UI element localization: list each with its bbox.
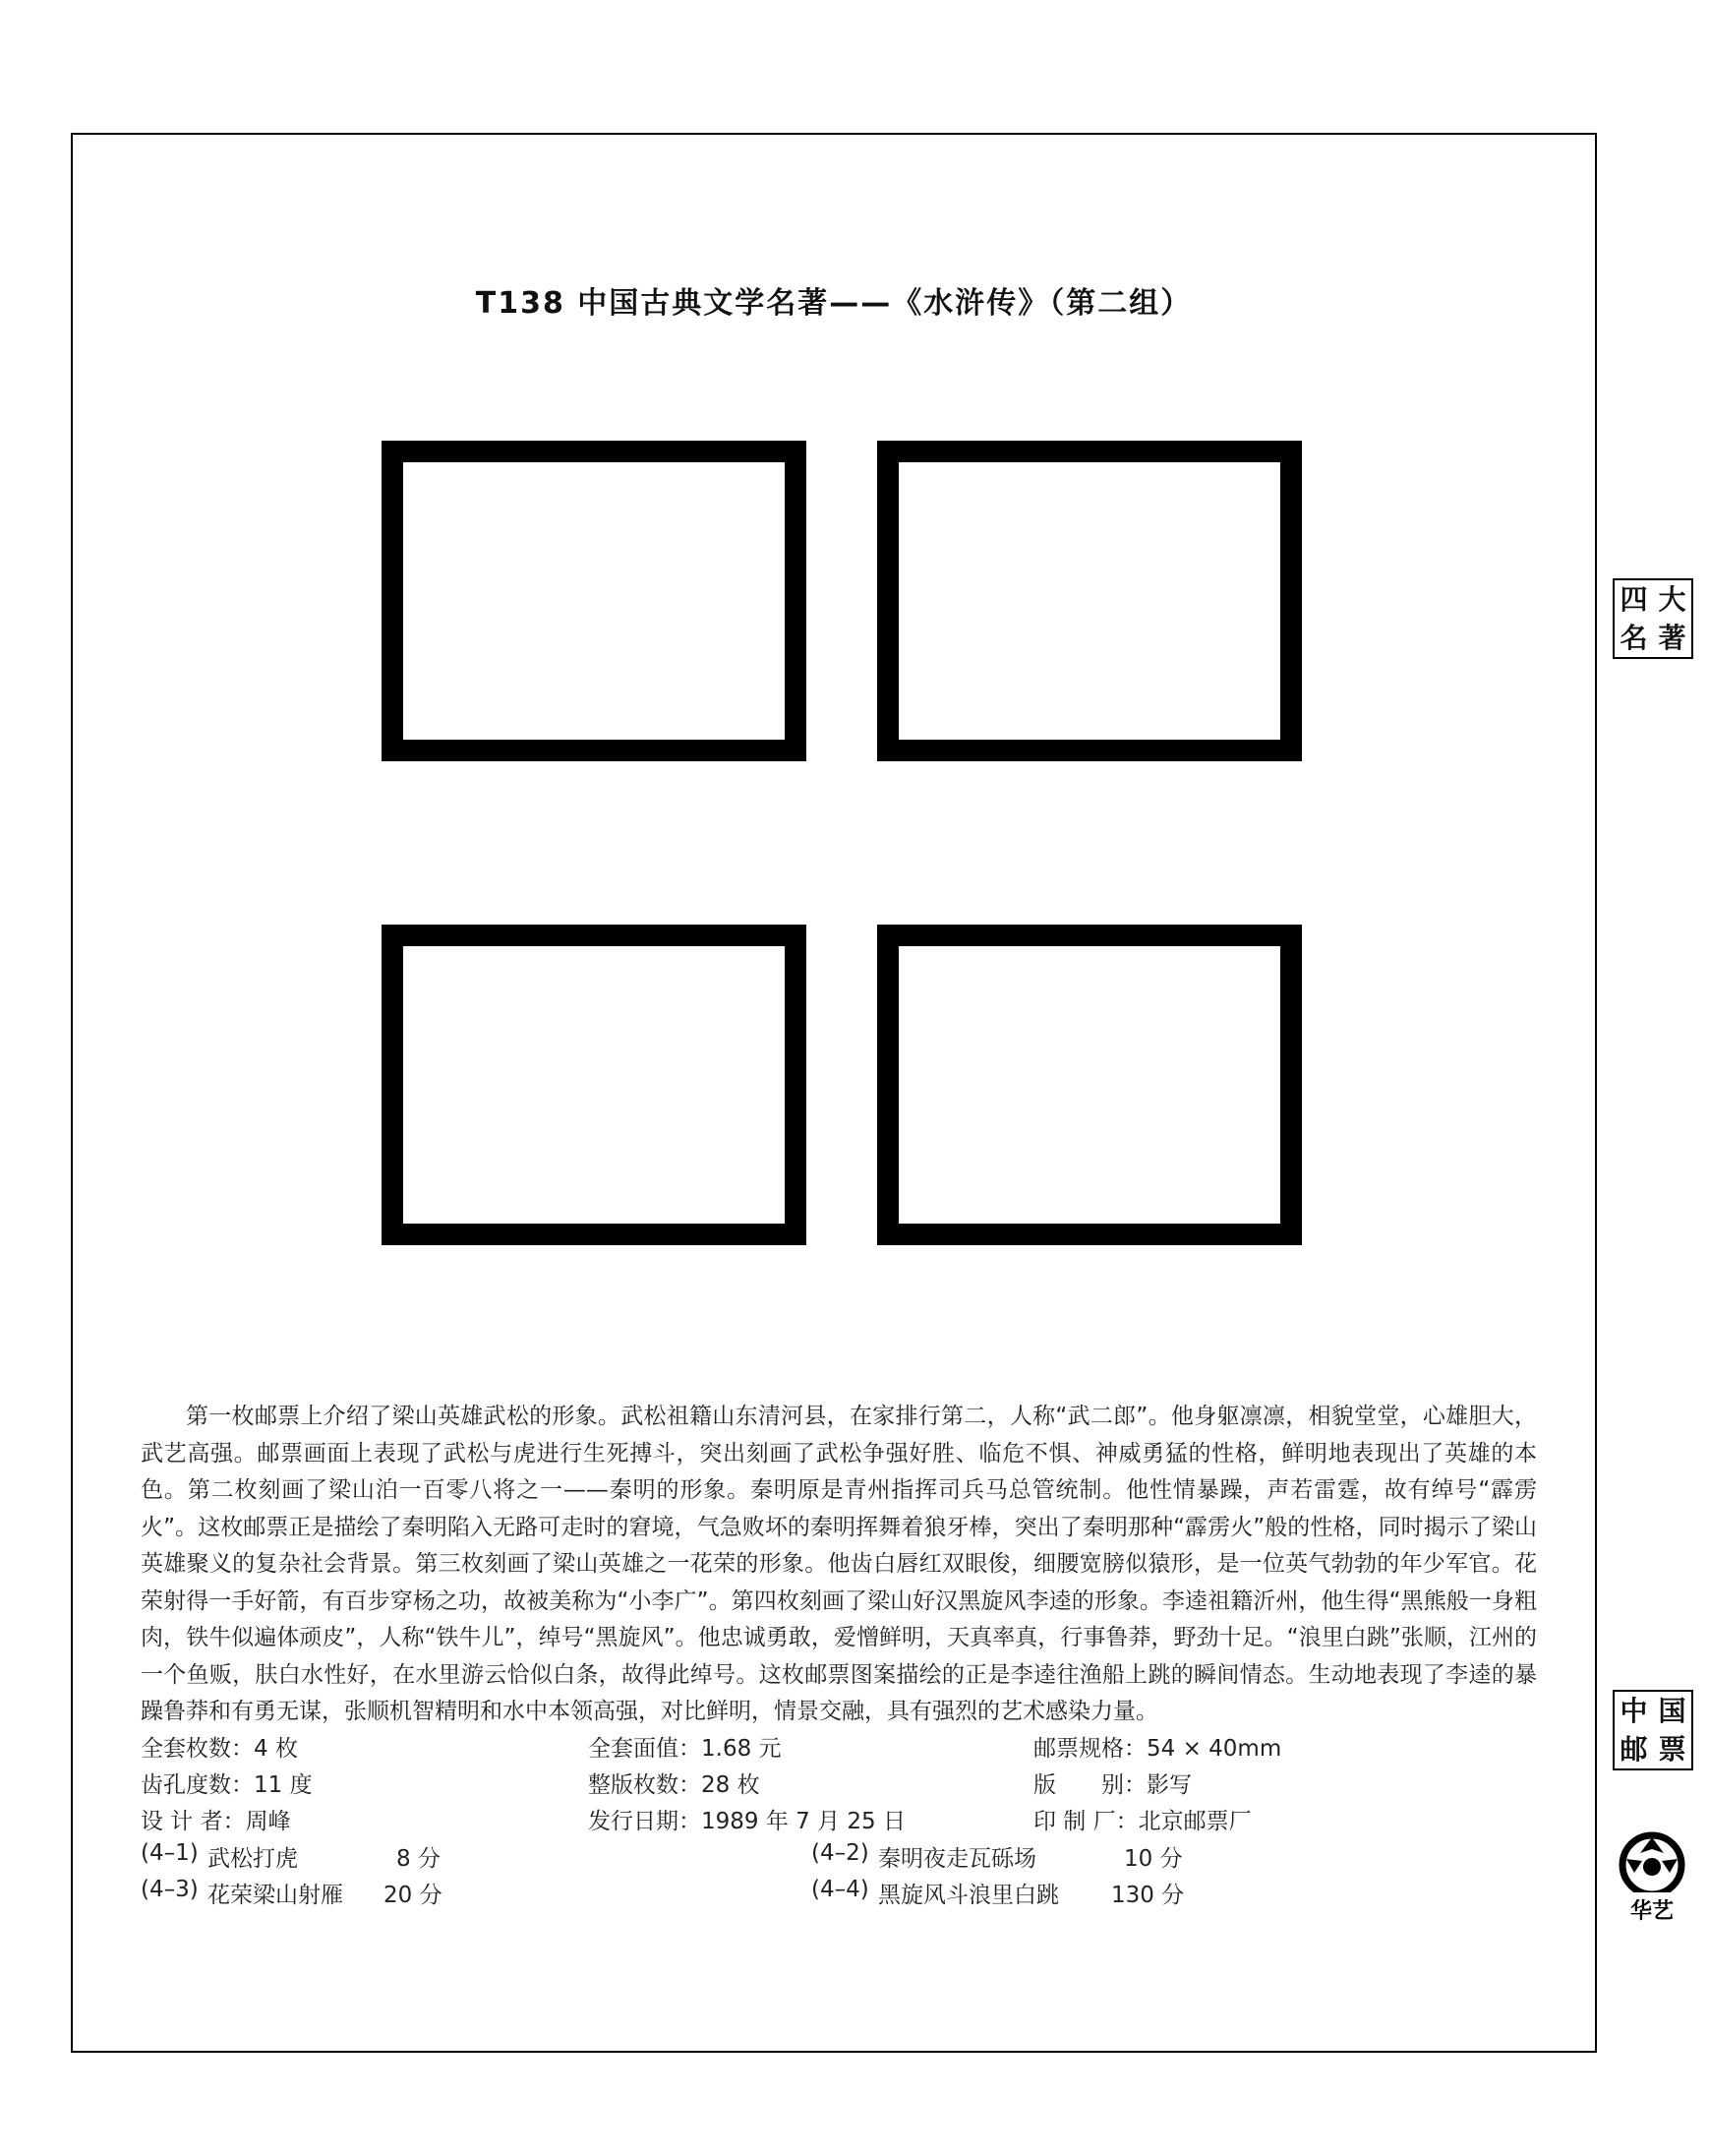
spec-face-value: 全套面值：1.68 元 <box>588 1736 782 1762</box>
side-tab-char: 票 <box>1658 1732 1686 1766</box>
logo-text: 华艺 <box>1629 1899 1675 1922</box>
stamp-name: 武松打虎 <box>207 1846 298 1872</box>
stamp-value: 130 分 <box>1111 1883 1185 1908</box>
stamp-code: (4–2) <box>811 1840 869 1866</box>
stamp-description: 第一枚邮票上介绍了梁山英雄武松的形象。武松祖籍山东清河县，在家排行第二，人称“武二郎”。他身躯凛凛，相貌堂堂，心雄胆大，武艺高强。邮票画面上表现了武松与虎进行生死搏斗，突出刻画了武松争强好胜、临危不惧、神威勇猛的性格，鲜明地表现出了英雄的本色。第二枚刻画了梁山泊一百零八将之一——秦明的形象。秦明原是青州指挥司兵马总管统制。他性情暴躁，声若雷霆，故有绰号“霹雳火”。这枚邮票正是描绘了秦明陷入无路可走时的窘境，气急败坏的秦明挥舞着狼牙棒，突出了秦明那种“霹雳火”般的性格，同时揭示了梁山英雄聚义的复杂社会背景。第三枚刻画了梁山英雄之一花荣的形象。他齿白唇红双眼俊，细腰宽膀似猿形，是一位英气勃勃的年少军官。花荣射得一手好箭，有百步穿杨之功，故被美称为“小李广”。第四枚刻画了梁山好汉黑旋风李逵的形象。李逵祖籍沂州，他生得“黑熊般一身粗肉，铁牛似遍体顽皮”，人称“铁牛儿”，绰号“黑旋风”。他忠诚勇敢，爱憎鲜明，天真率真，行事鲁莽，野劲十足。“浪里白跳”张顺，江州的一个鱼贩，肤白水性好，在水里游云恰似白条，故得此绰号。这枚邮票图案描绘的正是李逵往渔船上跳的瞬间情态。生动地表现了李逵的暴躁鲁莽和有勇无谋，张顺机智精明和水中本领高强，对比鲜明，情景交融，具有强烈的艺术感染力量。 <box>141 1404 1537 1724</box>
stamp-name: 黑旋风斗浪里白跳 <box>878 1883 1059 1908</box>
spec-sheet-count: 整版枚数：28 枚 <box>588 1772 760 1798</box>
spec-printer: 印 制 厂：北京邮票厂 <box>1033 1809 1252 1834</box>
spec-designer: 设 计 者：周峰 <box>141 1809 291 1834</box>
stamp-list-row <box>141 1840 1537 1877</box>
spec-size: 邮票规格：54 × 40mm <box>1033 1736 1282 1762</box>
stamp-name: 秦明夜走瓦砾场 <box>878 1846 1036 1872</box>
stamp-slot-2 <box>877 441 1302 761</box>
side-tab-char: 著 <box>1658 621 1686 654</box>
stamp-list-row <box>141 1877 1537 1913</box>
spec-issue-date: 发行日期：1989 年 7 月 25 日 <box>588 1809 906 1834</box>
stamp-value: 20 分 <box>383 1883 442 1908</box>
side-tab-four-classics <box>1613 578 1693 659</box>
stamp-value: 8 分 <box>396 1846 441 1872</box>
stamp-slot-1 <box>382 441 806 761</box>
side-tab-char: 名 <box>1620 621 1648 654</box>
spec-printing-method: 版 别：影写 <box>1033 1772 1192 1798</box>
spec-perforation: 齿孔度数：11 度 <box>141 1772 313 1798</box>
stamp-code: (4–3) <box>141 1877 199 1902</box>
side-tab-char: 邮 <box>1620 1732 1648 1766</box>
spec-row <box>141 1767 1537 1803</box>
stamp-code: (4–4) <box>811 1877 869 1902</box>
spec-set-count: 全套枚数：4 枚 <box>141 1736 298 1762</box>
stamp-slot-4 <box>877 925 1302 1245</box>
stamp-slot-3 <box>382 925 806 1245</box>
side-tab-char: 四 <box>1620 582 1648 616</box>
stamp-code: (4–1) <box>141 1840 199 1866</box>
page-title: T138 中国古典文学名著——《水浒传》（第二组） <box>475 286 1193 321</box>
huayi-logo-icon <box>1613 1831 1691 1922</box>
side-tab-char: 大 <box>1658 582 1686 616</box>
stamp-name: 花荣梁山射雁 <box>207 1883 343 1908</box>
side-tab-char: 中 <box>1620 1694 1648 1727</box>
stamp-value: 10 分 <box>1124 1846 1183 1872</box>
spec-row <box>141 1803 1537 1839</box>
side-tab-china-stamps <box>1613 1690 1693 1770</box>
side-tab-char: 国 <box>1658 1694 1686 1727</box>
spec-row <box>141 1730 1537 1767</box>
